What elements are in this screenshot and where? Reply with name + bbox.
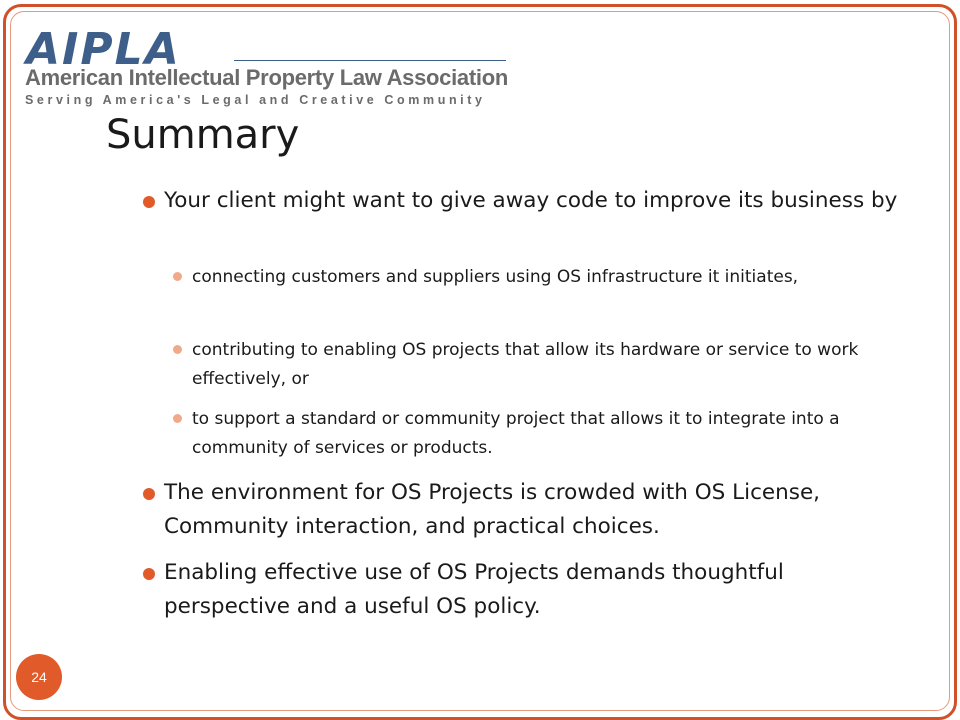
bullet-level-2: to support a standard or community project that allows it to integrate into a community of services or products. (192, 409, 840, 458)
page-number: 24 (31, 669, 47, 685)
bullet-level-1: Enabling effective use of OS Projects demands thoughtful perspective and a useful OS policy. (164, 560, 784, 619)
logo-tagline: Serving America's Legal and Creative Community (25, 93, 486, 107)
bullet-icon (143, 488, 155, 500)
page-number-badge (16, 654, 62, 700)
logo-organization-name: American Intellectual Property Law Association (25, 65, 508, 90)
logo-wordmark: AIPLA (26, 24, 181, 75)
slide-title: Summary (106, 112, 300, 158)
sub-bullet-icon (173, 272, 182, 281)
sub-bullet-icon (173, 345, 182, 354)
bullet-level-2: contributing to enabling OS projects that allow its hardware or service to work effectively, or (192, 340, 859, 389)
bullet-icon (143, 568, 155, 580)
bullet-level-2: connecting customers and suppliers using OS infrastructure it initiates, (192, 267, 799, 287)
bullet-icon (143, 196, 155, 208)
bullet-level-1: Your client might want to give away code to improve its business by (164, 188, 898, 213)
sub-bullet-icon (173, 414, 182, 423)
bullet-level-1: The environment for OS Projects is crowded with OS License, Community interaction, and practical choices. (164, 480, 821, 539)
